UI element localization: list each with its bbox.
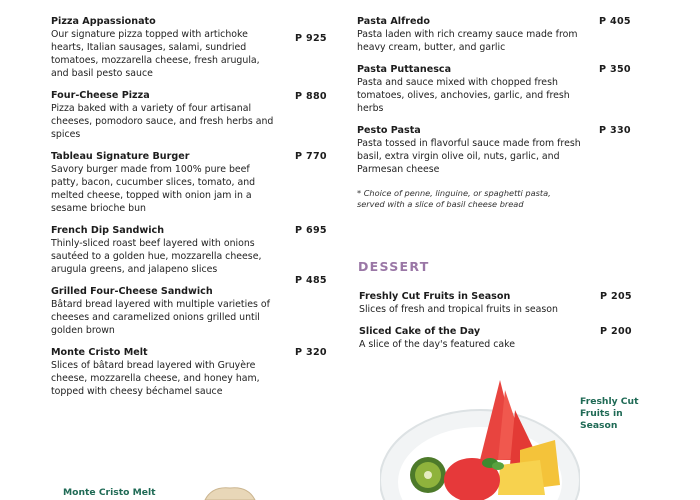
pasta-note: * Choice of penne, linguine, or spaghetti pasta, served with a slice of basil cheese bread	[357, 188, 551, 209]
menu-item-pizza-appassionato	[51, 16, 331, 80]
item-price: P 330	[599, 125, 631, 136]
sandwich-image	[200, 484, 260, 500]
menu-item-signature-burger	[51, 151, 331, 215]
item-price: P 880	[295, 91, 327, 102]
left-menu-column	[51, 16, 331, 408]
menu-item-french-dip	[51, 225, 331, 276]
item-description: Our signature pizza topped with artichoke hearts, Italian sausages, salami, sundried tomatoes, mozzarella cheese, fresh arugula, and basil pesto sauce	[51, 29, 260, 79]
menu-item-pesto-pasta	[357, 125, 637, 176]
item-name: Pasta Puttanesca	[357, 64, 452, 75]
item-price: P 695	[295, 225, 327, 236]
item-price: P 200	[600, 326, 632, 337]
item-description: A slice of the day's featured cake	[359, 339, 515, 350]
item-description: Slices of bâtard bread layered with Gruyère cheese, mozzarella cheese, and honey ham, topped with cheesy béchamel sauce	[51, 360, 260, 397]
menu-item-pasta-alfredo	[357, 16, 637, 54]
menu-item-fruits	[359, 291, 639, 316]
item-name: Pasta Alfredo	[357, 16, 430, 27]
fruit-plate-image	[380, 370, 580, 500]
dessert-heading: DESSERT	[358, 259, 430, 274]
menu-item-four-cheese-pizza	[51, 90, 331, 141]
menu-item-monte-cristo	[51, 347, 331, 398]
dessert-column	[359, 291, 639, 361]
monte-photo-caption: Monte Cristo Melt	[63, 487, 156, 498]
item-price: P 405	[599, 16, 631, 27]
fruits-photo-caption	[580, 396, 660, 432]
item-price: P 320	[295, 347, 327, 358]
item-description: Savory burger made from 100% pure beef patty, bacon, cucumber slices, tomato, and melted cheese, topped with onion jam in a sesame brioche bun	[51, 164, 256, 214]
item-name: French Dip Sandwich	[51, 225, 165, 236]
item-name: Pizza Appassionato	[51, 16, 156, 27]
item-name: Pesto Pasta	[357, 125, 421, 136]
item-name: Grilled Four-Cheese Sandwich	[51, 286, 213, 297]
item-price: P 770	[295, 151, 327, 162]
item-description: Pasta laden with rich creamy sauce made from heavy cream, butter, and garlic	[357, 29, 578, 53]
item-name: Four-Cheese Pizza	[51, 90, 150, 101]
item-name: Sliced Cake of the Day	[359, 326, 481, 337]
item-name: Monte Cristo Melt	[51, 347, 148, 358]
item-price: P 205	[600, 291, 632, 302]
menu-item-grilled-cheese	[51, 275, 331, 337]
item-price: P 925	[295, 33, 327, 44]
item-description: Pizza baked with a variety of four artisanal cheeses, pomodoro sauce, and fresh herbs and spices	[51, 103, 274, 140]
item-price: P 485	[295, 275, 327, 286]
item-price: P 350	[599, 64, 631, 75]
item-name: Tableau Signature Burger	[51, 151, 190, 162]
item-description: Bâtard bread layered with multiple varieties of cheeses and caramelized onions grilled until golden brown	[51, 299, 270, 336]
item-description: Slices of fresh and tropical fruits in season	[359, 304, 558, 315]
item-description: Thinly-sliced roast beef layered with onions sautéed to a golden hue, mozzarella cheese, arugula greens, and jalapeno slices	[51, 238, 262, 275]
item-description: Pasta and sauce mixed with chopped fresh tomatoes, olives, anchovies, garlic, and fresh herbs	[357, 77, 570, 114]
menu-item-cake	[359, 326, 639, 351]
fruits-caption-text: Freshly Cut Fruits in Season	[580, 396, 639, 431]
item-name: Freshly Cut Fruits in Season	[359, 291, 511, 302]
item-description: Pasta tossed in flavorful sauce made from fresh basil, extra virgin olive oil, nuts, garlic, and Parmesan cheese	[357, 138, 581, 175]
menu-item-pasta-puttanesca	[357, 64, 637, 115]
right-menu-column	[357, 16, 637, 210]
